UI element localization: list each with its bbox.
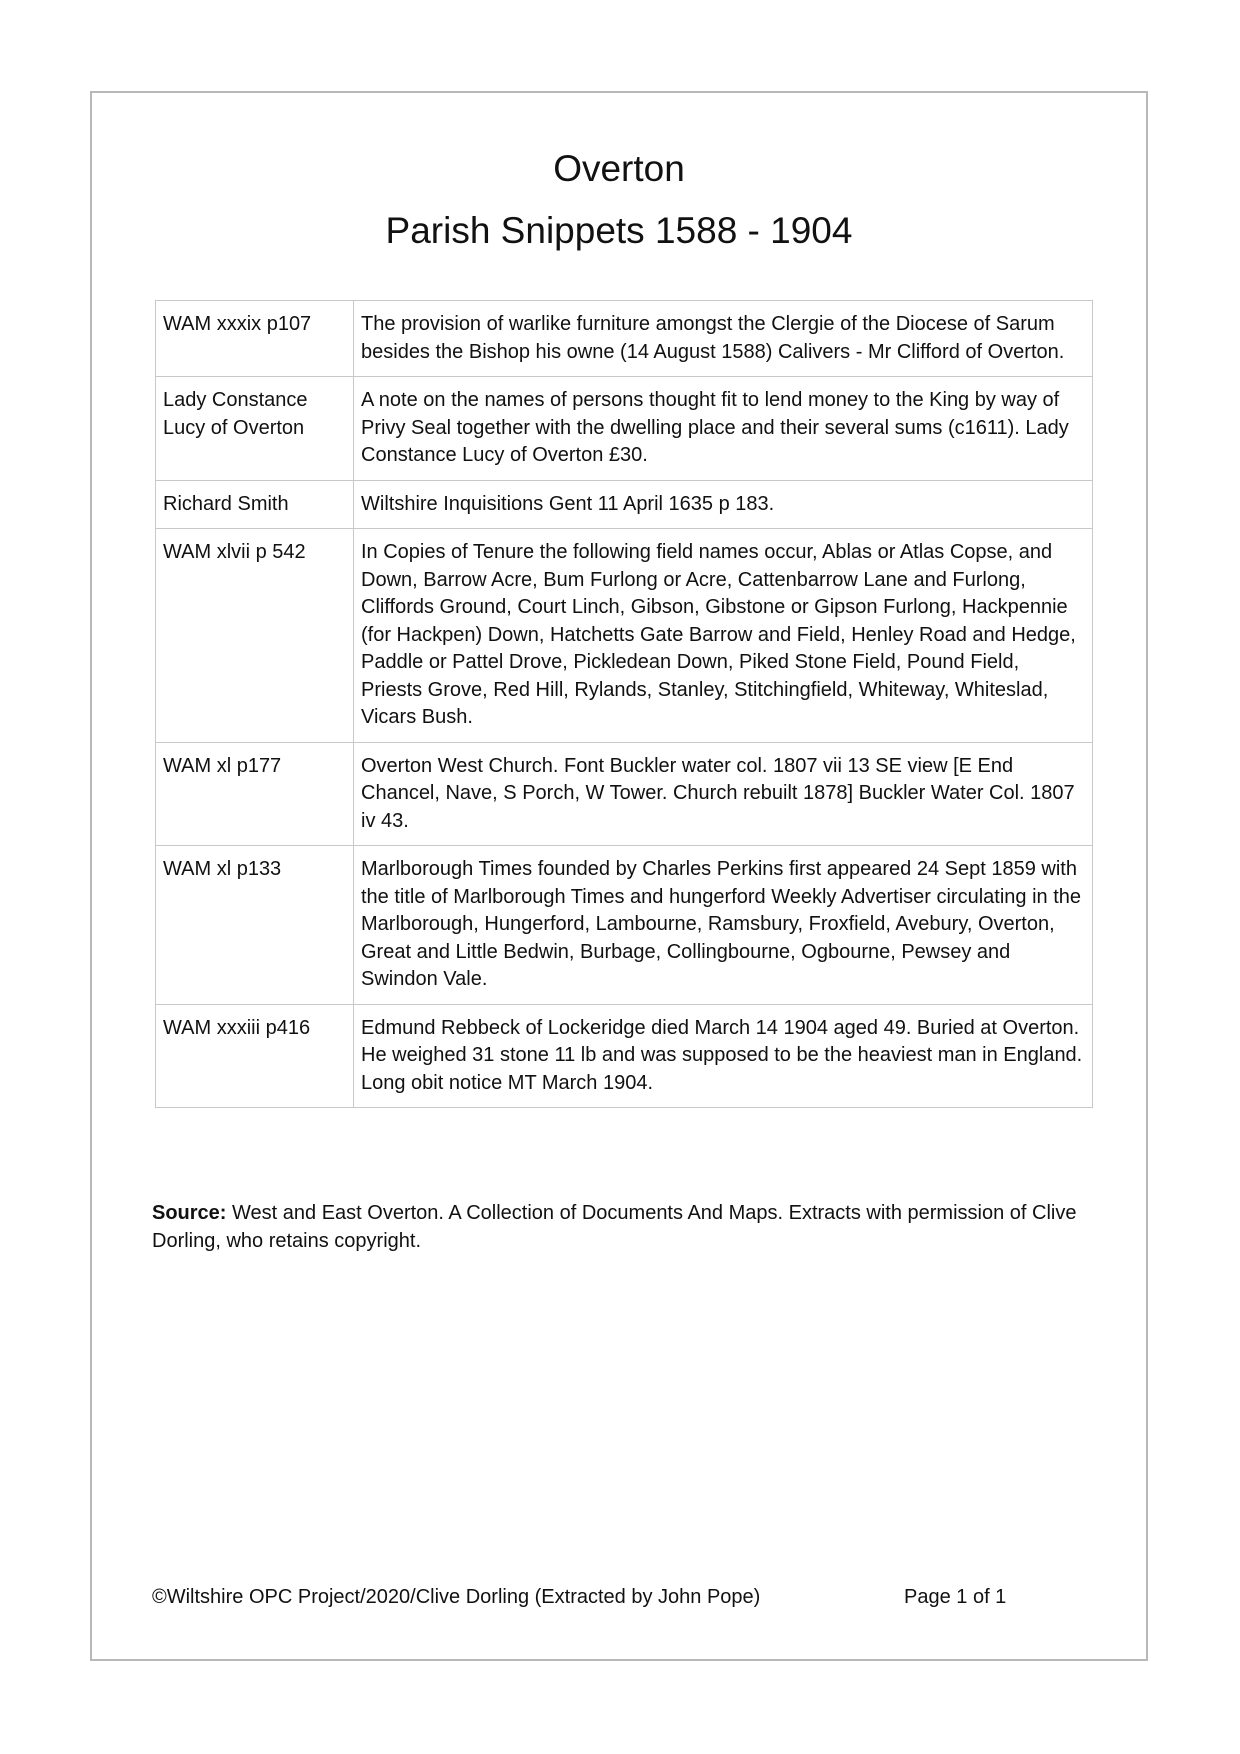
title-block	[90, 150, 1148, 249]
snippet-cell: Edmund Rebbeck of Lockeridge died March 14 1904 aged 49. Buried at Overton. He weighed 31 stone 11 lb and was supposed to be the heaviest man in England. Long obit notice MT March 1904.	[354, 1004, 1093, 1108]
table-row	[156, 1004, 1093, 1108]
table-row	[156, 529, 1093, 743]
source-label: Source:	[152, 1202, 227, 1224]
table-row	[156, 480, 1093, 529]
table-row	[156, 301, 1093, 377]
snippet-cell: In Copies of Tenure the following field names occur, Ablas or Atlas Copse, and Down, Barrow Acre, Bum Furlong or Acre, Cattenbarrow Lane and Furlong, Cliffords Ground, Court Linch, Gibson, Gibstone or Gipson Furlong, Hackpennie (for Hackpen) Down, Hatchetts Gate Barrow and Field, Henley Road and Hedge, Paddle or Pattel Drove, Pickledean Down, Piked Stone Field, Pound Field, Priests Grove, Red Hill, Rylands, Stanley, Stitchingfield, Whiteway, Whiteslad, Vicars Bush.	[354, 529, 1093, 743]
snippet-cell: Overton West Church. Font Buckler water col. 1807 vii 13 SE view [E End Chancel, Nave, S Porch, W Tower. Church rebuilt 1878] Buckler Water Col. 1807 iv 43.	[354, 742, 1093, 846]
reference-cell: Lady Constance Lucy of Overton	[156, 377, 354, 481]
reference-cell: WAM xxxiii p416	[156, 1004, 354, 1108]
table-row	[156, 377, 1093, 481]
snippets-table	[155, 300, 1093, 1108]
snippet-cell: A note on the names of persons thought fit to lend money to the King by way of Privy Seal together with the dwelling place and their several sums (c1611). Lady Constance Lucy of Overton £30.	[354, 377, 1093, 481]
page-footer	[152, 1583, 1012, 1611]
source-text: West and East Overton. A Collection of Documents And Maps. Extracts with permission of Clive Dorling, who retains copyright.	[152, 1202, 1077, 1252]
page-number: Page 1 of 1	[904, 1586, 1007, 1608]
reference-cell: WAM xlvii p 542	[156, 529, 354, 743]
reference-cell: WAM xl p177	[156, 742, 354, 846]
copyright-notice: ©Wiltshire OPC Project/2020/Clive Dorling (Extracted by John Pope)	[152, 1586, 761, 1608]
table-row	[156, 846, 1093, 1005]
reference-cell: Richard Smith	[156, 480, 354, 529]
source-note	[152, 1199, 1082, 1255]
snippet-cell: The provision of warlike furniture amongst the Clergie of the Diocese of Sarum besides the Bishop his owne (14 August 1588) Calivers - Mr Clifford of Overton.	[354, 301, 1093, 377]
reference-cell: WAM xxxix p107	[156, 301, 354, 377]
snippet-cell: Marlborough Times founded by Charles Perkins first appeared 24 Sept 1859 with the title of Marlborough Times and hungerford Weekly Advertiser circulating in the Marlborough, Hungerford, Lambourne, Ramsbury, Froxfield, Avebury, Overton, Great and Little Bedwin, Burbage, Collingbourne, Ogbourne, Pewsey and Swindon Vale.	[354, 846, 1093, 1005]
snippet-cell: Wiltshire Inquisitions Gent 11 April 1635 p 183.	[354, 480, 1093, 529]
table-row	[156, 742, 1093, 846]
page-title: Overton	[553, 148, 685, 189]
reference-cell: WAM xl p133	[156, 846, 354, 1005]
page-subtitle: Parish Snippets 1588 - 1904	[385, 210, 853, 251]
